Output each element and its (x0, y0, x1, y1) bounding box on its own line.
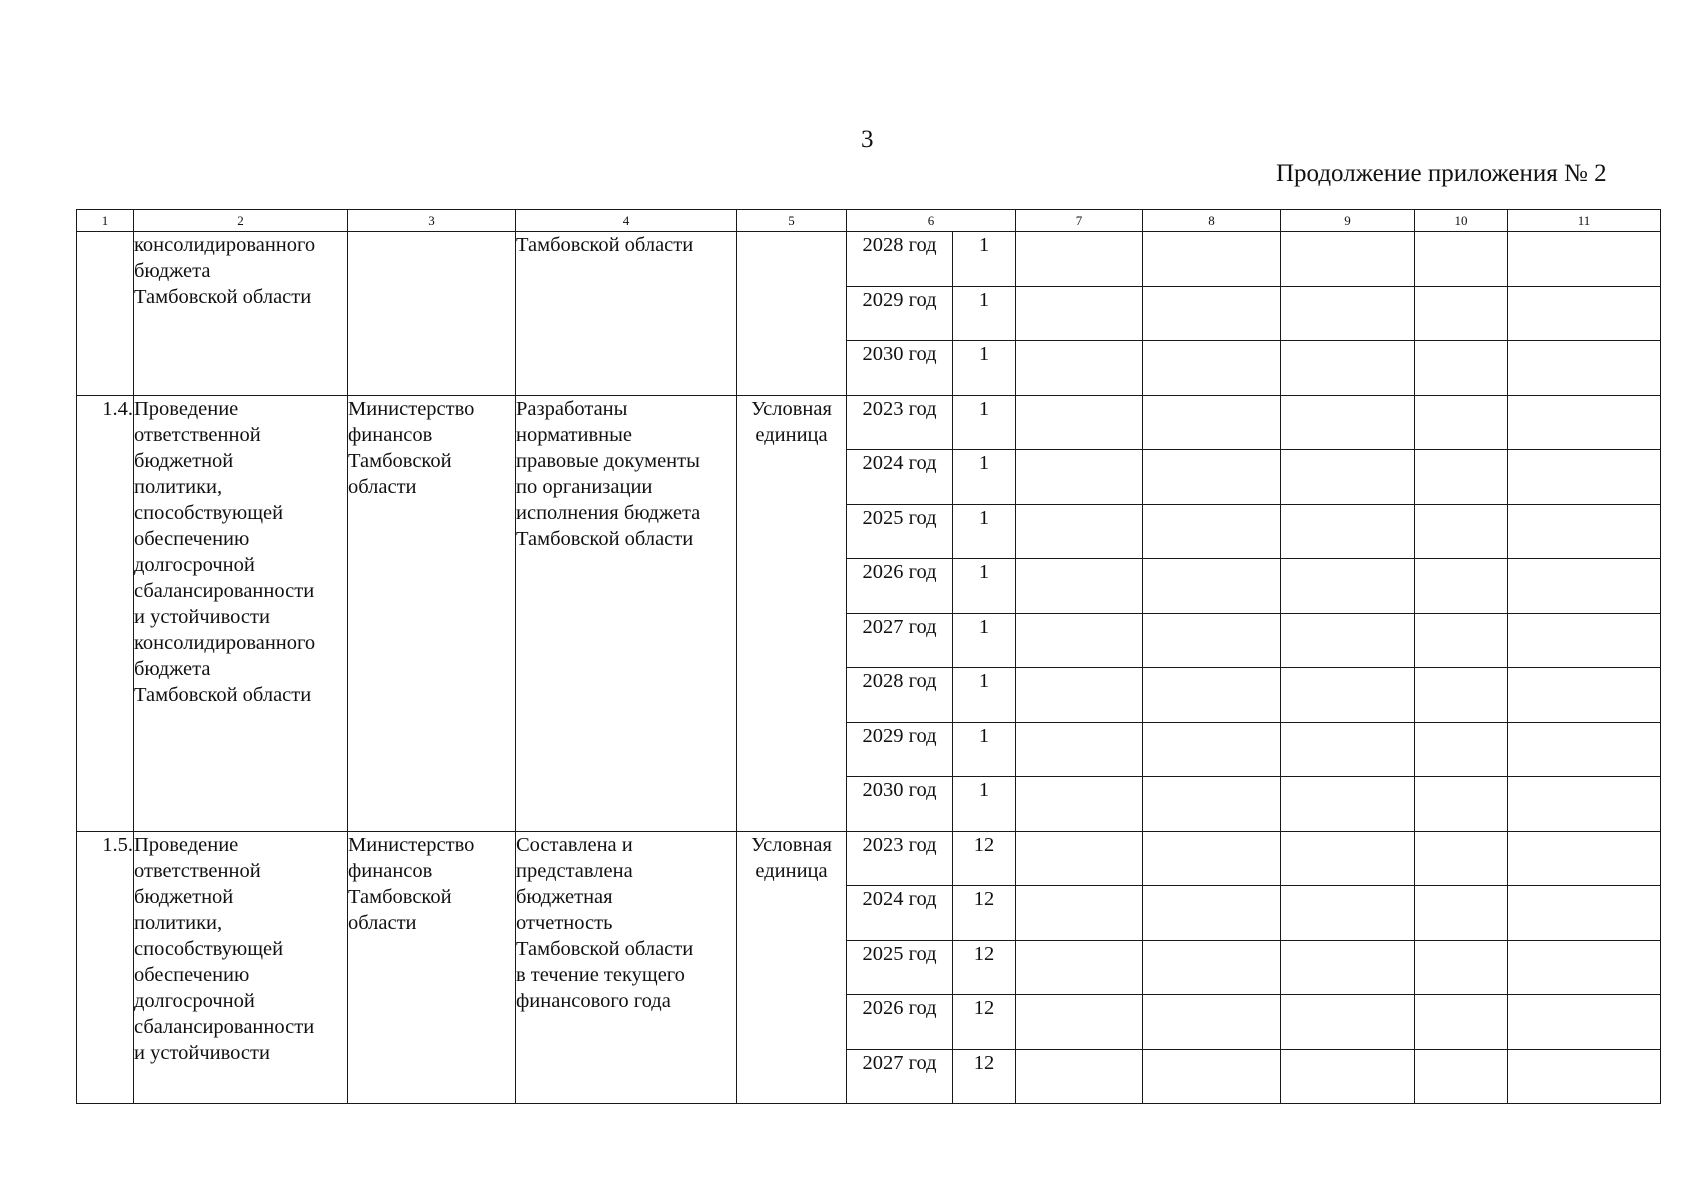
empty-cell (1281, 232, 1415, 287)
year-cell: 2029 год (847, 286, 953, 341)
value-cell: 12 (953, 940, 1016, 995)
empty-cell (1016, 450, 1143, 505)
column-number-row (77, 210, 1661, 232)
empty-cell (1508, 831, 1661, 886)
empty-cell (1508, 232, 1661, 287)
empty-cell (1143, 886, 1281, 941)
empty-cell (1415, 995, 1508, 1050)
empty-cell (1281, 831, 1415, 886)
year-cell: 2028 год (847, 232, 953, 287)
empty-cell (1508, 341, 1661, 396)
item-number-cell: 1.4. (77, 395, 134, 831)
item-number-cell: 1.5. (77, 831, 134, 1104)
value-cell: 1 (953, 613, 1016, 668)
empty-cell (1415, 777, 1508, 832)
empty-cell (1415, 886, 1508, 941)
empty-cell (1415, 722, 1508, 777)
column-number: 5 (737, 210, 847, 232)
empty-cell (1508, 777, 1661, 832)
empty-cell (1016, 613, 1143, 668)
value-cell: 1 (953, 504, 1016, 559)
empty-cell (1016, 940, 1143, 995)
appendix-title: Продолжение приложения № 2 (1276, 160, 1607, 187)
empty-cell (1281, 559, 1415, 614)
empty-cell (1508, 668, 1661, 723)
year-cell: 2024 год (847, 886, 953, 941)
empty-cell (1281, 613, 1415, 668)
column-number: 9 (1281, 210, 1415, 232)
block-1-5-row (77, 831, 1661, 886)
empty-cell (1508, 504, 1661, 559)
empty-cell (1143, 722, 1281, 777)
value-cell: 1 (953, 668, 1016, 723)
event-name-cell: Проведение ответственной бюджетной политики, способствующей обеспечению долгосрочной сбалансированности и устойчивости консолидированного бюджета Тамбовской области (134, 395, 348, 831)
value-cell: 12 (953, 886, 1016, 941)
empty-cell (1016, 995, 1143, 1050)
unit-cell: Условная единица (737, 395, 847, 831)
empty-cell (1281, 722, 1415, 777)
empty-cell (1143, 613, 1281, 668)
empty-cell (1016, 395, 1143, 450)
empty-cell (1508, 940, 1661, 995)
empty-cell (1016, 722, 1143, 777)
year-cell: 2029 год (847, 722, 953, 777)
column-number: 2 (134, 210, 348, 232)
empty-cell (1281, 668, 1415, 723)
empty-cell (1143, 1049, 1281, 1104)
year-cell: 2027 год (847, 1049, 953, 1104)
year-cell: 2023 год (847, 831, 953, 886)
empty-cell (1415, 232, 1508, 287)
empty-cell (1143, 341, 1281, 396)
empty-cell (1415, 1049, 1508, 1104)
event-name-cell: консолидированного бюджета Тамбовской области (134, 232, 348, 396)
empty-cell (1281, 504, 1415, 559)
executor-cell: Министерство финансов Тамбовской области (348, 395, 516, 831)
empty-cell (1143, 559, 1281, 614)
value-cell: 1 (953, 395, 1016, 450)
executor-cell: Министерство финансов Тамбовской области (348, 831, 516, 1104)
empty-cell (1143, 504, 1281, 559)
column-number: 7 (1016, 210, 1143, 232)
empty-cell (1415, 559, 1508, 614)
empty-cell (1415, 286, 1508, 341)
empty-cell (1143, 395, 1281, 450)
year-cell: 2027 год (847, 613, 953, 668)
empty-cell (1143, 450, 1281, 505)
value-cell: 12 (953, 1049, 1016, 1104)
year-cell: 2026 год (847, 995, 953, 1050)
empty-cell (1281, 341, 1415, 396)
empty-cell (1016, 831, 1143, 886)
event-name-cell: Проведение ответственной бюджетной политики, способствующей обеспечению долгосрочной сбалансированности и устойчивости (134, 831, 348, 1104)
empty-cell (1143, 995, 1281, 1050)
value-cell: 1 (953, 722, 1016, 777)
indicators-table (76, 209, 1661, 1104)
empty-cell (1415, 668, 1508, 723)
empty-cell (1016, 559, 1143, 614)
empty-cell (1281, 995, 1415, 1050)
result-cell: Разработаны нормативные правовые документы по организации исполнения бюджета Тамбовской области (516, 395, 737, 831)
empty-cell (1415, 613, 1508, 668)
empty-cell (1016, 232, 1143, 287)
empty-cell (1508, 1049, 1661, 1104)
column-number: 8 (1143, 210, 1281, 232)
empty-cell (1508, 613, 1661, 668)
empty-cell (1016, 668, 1143, 723)
empty-cell (1016, 341, 1143, 396)
year-cell: 2028 год (847, 668, 953, 723)
empty-cell (1143, 777, 1281, 832)
executor-cell (348, 232, 516, 396)
value-cell: 12 (953, 831, 1016, 886)
year-cell: 2023 год (847, 395, 953, 450)
empty-cell (1415, 450, 1508, 505)
year-cell: 2030 год (847, 341, 953, 396)
empty-cell (1016, 886, 1143, 941)
empty-cell (1281, 450, 1415, 505)
value-cell: 12 (953, 995, 1016, 1050)
year-cell: 2025 год (847, 504, 953, 559)
year-cell: 2026 год (847, 559, 953, 614)
page-number: 3 (861, 126, 874, 153)
value-cell: 1 (953, 450, 1016, 505)
empty-cell (1143, 940, 1281, 995)
empty-cell (1508, 722, 1661, 777)
empty-cell (1281, 395, 1415, 450)
value-cell: 1 (953, 232, 1016, 287)
empty-cell (1143, 286, 1281, 341)
year-cell: 2024 год (847, 450, 953, 505)
column-number: 10 (1415, 210, 1508, 232)
empty-cell (1281, 940, 1415, 995)
empty-cell (1508, 886, 1661, 941)
value-cell: 1 (953, 559, 1016, 614)
empty-cell (1415, 504, 1508, 559)
empty-cell (1281, 1049, 1415, 1104)
column-number: 3 (348, 210, 516, 232)
result-cell: Составлена и представлена бюджетная отчетность Тамбовской области в течение текущего финансового года (516, 831, 737, 1104)
unit-cell (737, 232, 847, 396)
empty-cell (1415, 831, 1508, 886)
empty-cell (1016, 286, 1143, 341)
empty-cell (1143, 831, 1281, 886)
empty-cell (1508, 450, 1661, 505)
continued-block-row (77, 232, 1661, 287)
value-cell: 1 (953, 286, 1016, 341)
year-cell: 2030 год (847, 777, 953, 832)
empty-cell (1281, 286, 1415, 341)
result-cell: Тамбовской области (516, 232, 737, 396)
column-number: 11 (1508, 210, 1661, 232)
empty-cell (1415, 940, 1508, 995)
empty-cell (1281, 777, 1415, 832)
value-cell: 1 (953, 341, 1016, 396)
column-number: 6 (847, 210, 1016, 232)
empty-cell (1016, 1049, 1143, 1104)
table-body (77, 210, 1661, 1104)
empty-cell (1415, 395, 1508, 450)
empty-cell (1143, 668, 1281, 723)
empty-cell (1016, 777, 1143, 832)
unit-cell: Условная единица (737, 831, 847, 1104)
empty-cell (1281, 886, 1415, 941)
block-1-4-row (77, 395, 1661, 450)
column-number: 1 (77, 210, 134, 232)
value-cell: 1 (953, 777, 1016, 832)
empty-cell (1508, 995, 1661, 1050)
empty-cell (1508, 395, 1661, 450)
column-number: 4 (516, 210, 737, 232)
empty-cell (1415, 341, 1508, 396)
empty-cell (1143, 232, 1281, 287)
empty-cell (1508, 286, 1661, 341)
year-cell: 2025 год (847, 940, 953, 995)
item-number-cell (77, 232, 134, 396)
empty-cell (1508, 559, 1661, 614)
empty-cell (1016, 504, 1143, 559)
